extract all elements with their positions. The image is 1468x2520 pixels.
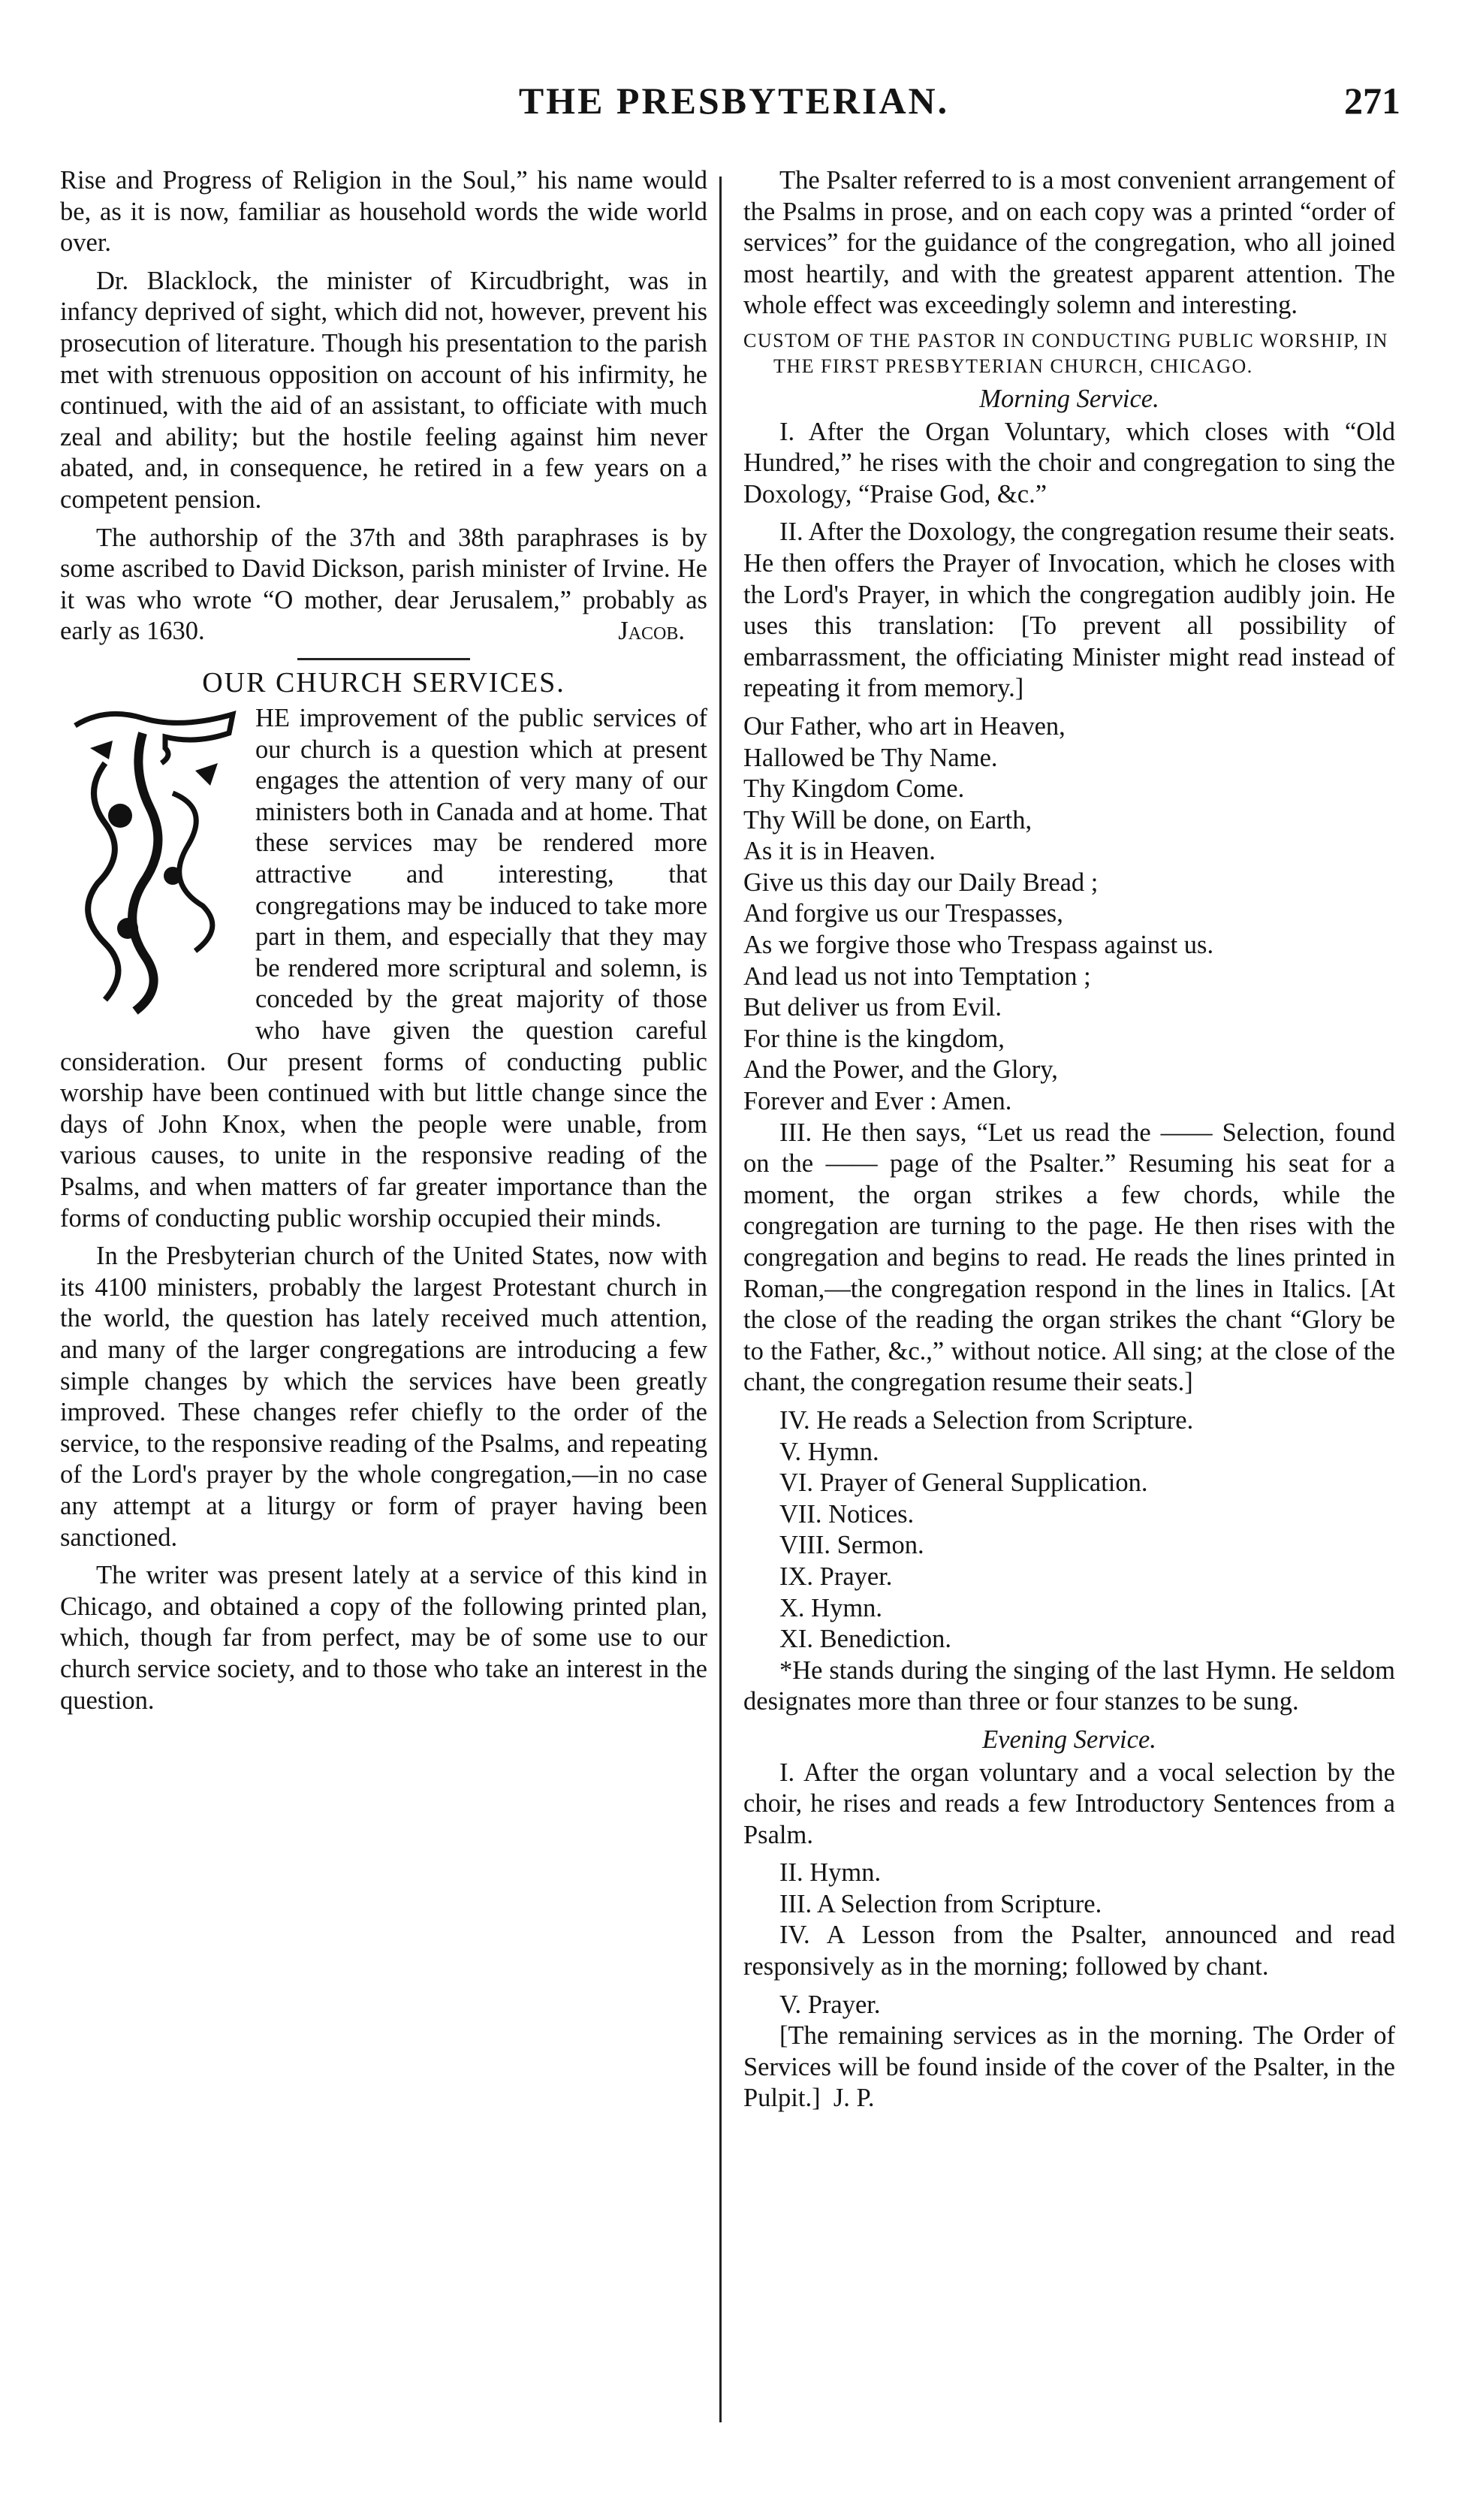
paragraph: [The remaining services as in the morning. The Order of Services will be found inside of the cover of the Psalter, in the Pulpit.] J. P. <box>743 2021 1395 2113</box>
prayer-line: Thy Kingdom Come. <box>743 774 965 804</box>
paragraph: Rise and Progress of Religion in the Soul,” his name would be, as it is now, familiar as household words the wide world over. <box>60 166 707 258</box>
column-divider <box>719 177 722 2422</box>
prayer-line: For thine is the kingdom, <box>743 1024 1005 1053</box>
paragraph: V. Prayer. <box>779 1990 881 2019</box>
author-signature: Jacob. <box>618 616 685 645</box>
prayer-line: Forever and Ever : Amen. <box>743 1087 1012 1116</box>
paragraph: III. A Selection from Scripture. <box>779 1889 1102 1918</box>
prayer-line: Give us this day our Daily Bread ; <box>743 868 1099 897</box>
page-number: 271 <box>1344 80 1400 122</box>
list-item: IV. He reads a Selection from Scripture. <box>779 1405 1194 1435</box>
prayer-line: As we forgive those who Trespass against us. <box>743 931 1214 960</box>
paragraph: The writer was present lately at a service of this kind in Chicago, and obtained a copy of the following printed plan, which, though far from perfect, may be of some use to our church service society, and to those who take an interest in the question. <box>60 1561 707 1715</box>
list-item: XI. Benediction. <box>779 1625 951 1654</box>
prayer-line: Thy Will be done, on Earth, <box>743 805 1032 834</box>
paragraph: I. After the Organ Voluntary, which closes with “Old Hundred,” he rises with the choir and congregation to sing the Doxology, “Praise God, &c.” <box>743 417 1395 509</box>
prayer-line: As it is in Heaven. <box>743 837 936 866</box>
list-item: IX. Prayer. <box>779 1562 893 1591</box>
paragraph: IV. A Lesson from the Psalter, announced and read responsively as in the morning; followed by chant. <box>743 1921 1395 1981</box>
footnote: *He stands during the singing of the last Hymn. He seldom designates more than three or four stanzes to be sung. <box>743 1655 1395 1716</box>
service-order-list <box>743 1405 1395 1655</box>
prayer-line: And forgive us our Trespasses, <box>743 899 1063 928</box>
article-intro <box>60 703 707 1234</box>
paragraph: The authorship of the 37th and 38th paraphrases is by some ascribed to David Dickson, parish minister of Irvine. He it was who wrote “O mother, dear Jerusalem,” probably as early as 1630. <box>60 523 707 646</box>
list-item: VIII. Sermon. <box>779 1531 924 1560</box>
paragraph: II. Hymn. <box>779 1858 882 1888</box>
ornamental-dropcap-t-icon <box>60 703 248 1019</box>
paragraph: III. He then says, “Let us read the —— Selection, found on the —— page of the Psalter.” Resuming his seat for a moment, the organ strikes a few chords, while the congregation are turning to the page. He then rises with the congregation and begins to read. He reads the lines printed in Roman,—the congregation respond in the lines in Italics. [At the close of the reading the organ strikes the chant “Glory be to the Father, &c.,” without notice. All sing; at the close of the chant, the congregation resume their seats.] <box>743 1118 1395 1397</box>
prayer-line: Our Father, who art in Heaven, <box>743 711 1066 741</box>
paragraph: Dr. Blacklock, the minister of Kircudbright, was in infancy deprived of sight, which did not, however, prevent his prosecution of literature. Though his presentation to the parish met with strenuous opposition on account of his infirmity, he continued, with the aid of an assistant, to officiate with much zeal and ability; but the hostile feeling against him never abated, and, in consequence, he retired in a few years on a competent pension. <box>60 266 707 514</box>
page-header <box>45 79 1423 146</box>
running-title: THE PRESBYTERIAN. <box>518 80 950 122</box>
prayer-line: And lead us not into Temptation ; <box>743 961 1091 991</box>
paragraph: The Psalter referred to is a most convenient arrangement of the Psalms in prose, and on each copy was a printed “order of services” for the guidance of the congregation, who all joined most heartily, and with the greatest apparent attention. The whole effect was exceedingly solemn and interesting. <box>743 166 1395 320</box>
list-item: VII. Notices. <box>779 1499 915 1529</box>
list-item: V. Hymn. <box>779 1437 879 1466</box>
subheading-morning: Morning Service. <box>979 384 1159 413</box>
author-signature: J. P. <box>833 2084 875 2113</box>
section-caption: CUSTOM OF THE PASTOR IN CONDUCTING PUBLIC WORSHIP, IN THE FIRST PRESBYTERIAN CHURCH, CHICAGO. <box>743 329 1388 377</box>
subheading-evening: Evening Service. <box>982 1725 1156 1754</box>
list-item: X. Hymn. <box>779 1593 883 1622</box>
prayer-line: But deliver us from Evil. <box>743 993 1002 1022</box>
left-column <box>60 165 707 1723</box>
list-item: VI. Prayer of General Supplication. <box>779 1468 1148 1498</box>
paragraph: II. After the Doxology, the congregation resume their seats. He then offers the Prayer of Invocation, which he closes with the Lord's Prayer, in which the congregation audibly join. He uses this translation: [To prevent all possibility of embarrassment, the officiating Minister might read instead of repeating it from memory.] <box>743 518 1395 703</box>
section-heading: OUR CHURCH SERVICES. <box>202 666 565 699</box>
section-separator <box>297 658 470 660</box>
paragraph: In the Presbyterian church of the United States, now with its 4100 ministers, probably the largest Protestant church in the world, the question has lately received much attention, and many of the larger congregations are introducing a few simple changes by which the services have been greatly improved. These changes refer chiefly to the order of the service, to the responsive reading of the Psalms, and repeating of the Lord's prayer by the whole congregation,—in no case any attempt at a liturgy or form of prayer having been sanctioned. <box>60 1242 707 1552</box>
paragraph: HE improvement of the public services of our church is a question which at present engages the attention of very many of our ministers both in Canada and at home. That these services may be rendered more attractive and interesting, that congregations may be induced to take more part in them, and especially that they may be rendered more scriptural and solemn, is conceded by the great majority of those who have given the question careful consideration. Our present forms of conducting public worship have been continued with but little change since the days of John Knox, when the people were unable, from various causes, to unite in the responsive reading of the Psalms, and when matters of far greater importance than the forms of conducting public worship occupied their minds. <box>60 704 707 1233</box>
lords-prayer <box>743 711 1395 1118</box>
paragraph: I. After the organ voluntary and a vocal selection by the choir, he rises and reads a few Introductory Sentences from a Psalm. <box>743 1758 1395 1849</box>
prayer-line: Hallowed be Thy Name. <box>743 743 998 772</box>
right-column <box>743 165 1395 2121</box>
prayer-line: And the Power, and the Glory, <box>743 1055 1058 1085</box>
